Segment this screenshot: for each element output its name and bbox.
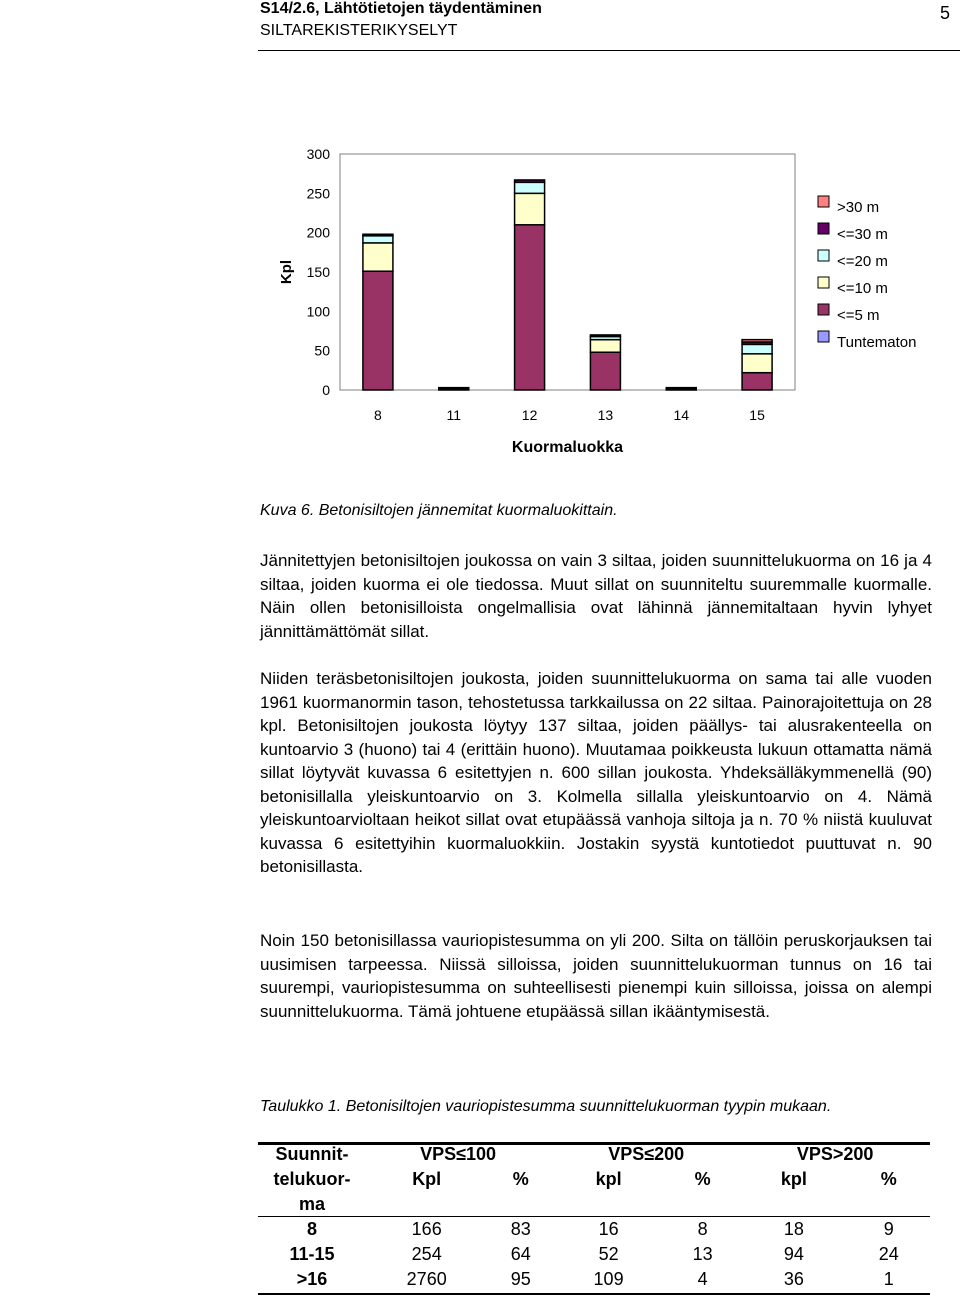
bar-segment (515, 182, 545, 193)
paragraph-1: Jännitettyjen betonisiltojen joukossa on vain 3 siltaa, joiden suunnittelukuorma on 16 ja 4 siltaa, joiden kuorma ei ole tiedossa. Muut sillat on suunniteltu suuremmalle kuormalle. Näin ollen betonisilloista ongelmallisia ovat lähinnä jännemitaltaan hyvin lyhyet jännittämättömät sillat. (260, 551, 932, 641)
bar-segment (363, 236, 393, 243)
legend-label: <=5 m (837, 307, 880, 324)
table-cell: 95 (510, 1269, 531, 1289)
subheader-cell: % (512, 1169, 529, 1189)
bar-segment (515, 180, 545, 182)
legend-label: >30 m (837, 199, 880, 216)
bar-segment (515, 193, 545, 224)
bar-segment (515, 225, 545, 390)
table-cell: 254 (411, 1244, 442, 1264)
y-tick-label: 150 (306, 264, 330, 280)
table-cell: 94 (783, 1244, 804, 1264)
y-axis-title: Kpl (278, 259, 295, 285)
table-caption: Taulukko 1. Betonisiltojen vauriopistesumma suunnittelukuorman tyypin mukaan. (260, 1098, 832, 1115)
table-header-rule (258, 1216, 930, 1217)
legend-label: <=10 m (837, 280, 888, 297)
group-header-vps100: VPS≤100 (420, 1144, 497, 1164)
legend-swatch (818, 223, 829, 234)
paragraph-2: Niiden teräsbetonisiltojen joukosta, joiden suunnittelukuorma on sama tai alle vuoden 1961 kuormanormin tason, tehostetussa tarkkailussa on 22 siltaa. Painorajoitettuja on 28 kpl. Betonisiltojen joukosta löytyy 137 siltaa, joiden päällys- tai alusrakenteella on kuntoarvio 3 (huono) tai 4 (erittäin huono). Muutamaa poikkeusta lukuun ottamatta nämä sillat löytyvät kuvassa 6 esitettyjen n. 600 sillan joukosta. Yhdeksälläkymmenellä (90) betonisillalla yleiskuntoarvio on 3. Kolmella sillalla yleiskuntoarvio on 4. Nämä yleiskuntoarvioltaan heikot sillat ovat etupäässä vanhoja siltoja ja n. 70 % niistä kuuluvat kuvassa 6 esitettyihin kuormaluokkiin. Jostakin syystä kuntotiedot puuttuvat n. 90 betonisillasta. (260, 669, 932, 876)
table-cell: 36 (783, 1269, 804, 1289)
row-header-line-1: Suunnit- (275, 1144, 349, 1164)
subheader-cell: kpl (780, 1169, 807, 1189)
group-header-vps200: VPS≤200 (608, 1144, 685, 1164)
table-cell: 2760 (406, 1269, 447, 1289)
x-tick-label: 15 (749, 407, 765, 423)
table-row (260, 1242, 930, 1267)
bar-segment (742, 354, 772, 373)
x-tick-label: 11 (446, 407, 462, 423)
bar-segment (363, 243, 393, 271)
table-cell: 1 (883, 1269, 894, 1289)
table-cell: 166 (411, 1219, 442, 1239)
x-axis-title: Kuormaluokka (511, 439, 624, 456)
plot-area (340, 154, 795, 390)
legend-label: <=30 m (837, 226, 888, 243)
table-cell: 52 (598, 1244, 619, 1264)
legend-swatch (818, 304, 829, 315)
figure-caption: Kuva 6. Betonisiltojen jännemitat kuormaluokittain. (260, 502, 618, 519)
y-tick-label: 200 (306, 224, 330, 241)
bar-segment (590, 335, 620, 337)
subheader-cell: kpl (595, 1169, 622, 1189)
row-label: 11-15 (289, 1244, 335, 1264)
table-row (260, 1267, 930, 1292)
stacked-bar-chart (0, 0, 960, 470)
x-tick-label: 13 (597, 407, 614, 423)
document-header-subtitle: SILTAREKISTERIKYSELYT (260, 22, 458, 39)
table-cell: 8 (697, 1219, 708, 1239)
table-row (260, 1217, 930, 1242)
y-tick-label: 250 (306, 185, 330, 202)
table-cell: 4 (697, 1269, 708, 1289)
x-tick-label: 12 (521, 407, 538, 423)
y-tick-label: 100 (306, 303, 330, 320)
document-header-title: S14/2.6, Lähtötietojen täydentäminen (260, 0, 542, 17)
y-tick-label: 0 (322, 382, 330, 398)
subheader-cell: % (694, 1169, 711, 1189)
legend-swatch (818, 196, 829, 207)
legend-swatch (818, 250, 829, 261)
damage-score-table (260, 1142, 930, 1292)
bar-segment (742, 344, 772, 353)
table-cell: 16 (598, 1219, 619, 1239)
bar-segment (590, 352, 620, 390)
paragraph-3: Noin 150 betonisillassa vauriopistesumma on yli 200. Silta on tällöin peruskorjauksen tai uusimisen tarpeessa. Niissä silloissa, joiden suunnittelukuorman tunnus on 16 tai suurempi, vauriopistesumma on suhteellisesti pienempi kuin silloissa, joissa on alempi suunnittelukuorma. Tämä johtuene etupäässä sillan ikääntymisestä. (260, 931, 932, 1021)
bar-segment (590, 340, 620, 353)
bar-segment (742, 373, 772, 390)
row-label: >16 (296, 1269, 328, 1289)
x-tick-label: 8 (374, 407, 382, 423)
table-cell: 9 (883, 1219, 894, 1239)
legend-label: <=20 m (837, 253, 888, 270)
subheader-cell: % (880, 1169, 897, 1189)
table-cell: 13 (692, 1244, 713, 1264)
legend-label: Tuntematon (837, 334, 917, 351)
y-tick-label: 300 (306, 146, 330, 162)
table-bottom-rule (258, 1293, 930, 1295)
x-tick-label: 14 (673, 407, 690, 423)
bar-segment (363, 234, 393, 236)
group-header-vps-over-200: VPS>200 (796, 1144, 874, 1164)
table-cell: 109 (593, 1269, 624, 1289)
legend-swatch (818, 331, 829, 342)
table-cell: 24 (878, 1244, 899, 1264)
bar-segment (742, 340, 772, 342)
row-label: 8 (306, 1219, 317, 1239)
y-tick-label: 50 (314, 342, 330, 359)
subheader-cell: Kpl (412, 1169, 442, 1189)
bar-segment (439, 388, 469, 389)
bar-segment (363, 271, 393, 390)
row-header-line-2: telukuor- (273, 1169, 351, 1189)
table-cell: 83 (510, 1219, 531, 1239)
table-cell: 18 (783, 1219, 804, 1239)
table-cell: 64 (510, 1244, 531, 1264)
page-number: 5 (940, 3, 951, 23)
row-header-line-3: ma (298, 1194, 325, 1214)
legend-swatch (818, 277, 829, 288)
bar-segment (666, 388, 696, 389)
